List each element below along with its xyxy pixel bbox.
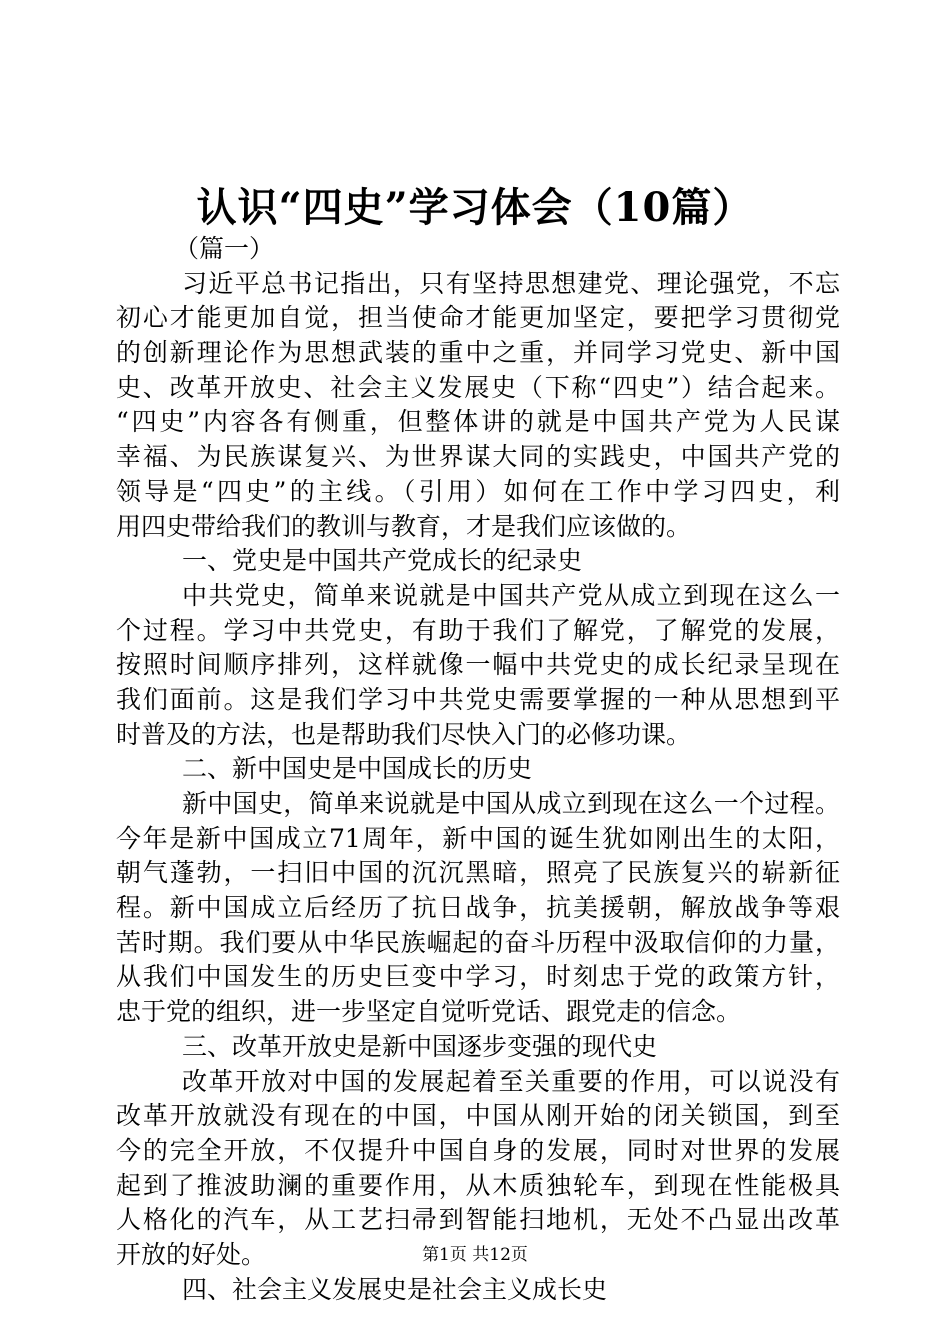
text-line: 习近平总书记指出，只有坚持思想建党、理论强党，不忘 bbox=[182, 268, 840, 298]
text-line: 的创新理论作为思想武装的重中之重，并同学习党史、新中国 bbox=[116, 338, 840, 368]
text-line: 一、党史是中国共产党成长的纪录史 bbox=[182, 546, 583, 576]
text-line: 苦时期。我们要从中华民族崛起的奋斗历程中汲取信仰的力量， bbox=[116, 927, 840, 957]
text-line: 改革开放对中国的发展起着至关重要的作用，可以说没有 bbox=[182, 1066, 840, 1096]
document-title: 认识“四史”学习体会（10篇） bbox=[196, 184, 754, 231]
text-line: 人格化的汽车，从工艺扫帚到智能扫地机，无处不凸显出改革 bbox=[116, 1205, 840, 1235]
text-line: 新中国史，简单来说就是中国从成立到现在这么一个过程。 bbox=[182, 789, 840, 818]
text-line: 改革开放就没有现在的中国，中国从刚开始的闭关锁国，到至 bbox=[116, 1101, 840, 1131]
text-line: （篇一） bbox=[174, 234, 275, 263]
text-line: 三、改革开放史是新中国逐步变强的现代史 bbox=[182, 1031, 658, 1061]
text-line: 忠于党的组织，进一步坚定自觉听党话、跟党走的信念。 bbox=[116, 997, 742, 1027]
text-line: 朝气蓬勃，一扫旧中国的沉沉黑暗，照亮了民族复兴的崭新征 bbox=[116, 858, 840, 888]
text-line: 今的完全开放，不仅提升中国自身的发展，同时对世界的发展 bbox=[116, 1135, 840, 1165]
text-line: 我们面前。这是我们学习中共党史需要掌握的一种从思想到平 bbox=[116, 684, 840, 714]
text-line: 从我们中国发生的历史巨变中学习，时刻忠于党的政策方针， bbox=[116, 962, 840, 992]
text-line: 按照时间顺序排列，这样就像一幅中共党史的成长纪录呈现在 bbox=[116, 650, 840, 680]
page-footer: 第1页 共12页 bbox=[422, 1245, 528, 1265]
text-line: 史、改革开放史、社会主义发展史（下称“四史”）结合起来。 bbox=[116, 372, 840, 402]
text-line: 中共党史，简单来说就是中国共产党从成立到现在这么一 bbox=[182, 580, 840, 610]
text-line: 今年是新中国成立71周年，新中国的诞生犹如刚出生的太阳， bbox=[116, 823, 840, 853]
text-line: 幸福、为民族谋复兴、为世界谋大同的实践史，中国共产党的 bbox=[116, 442, 840, 472]
text-line: 二、新中国史是中国成长的历史 bbox=[182, 754, 533, 784]
text-line: 开放的好处。 bbox=[116, 1239, 267, 1269]
text-line: 初心才能更加自觉，担当使命才能更加坚定，要把学习贯彻党 bbox=[116, 303, 840, 333]
text-line: 个过程。学习中共党史，有助于我们了解党，了解党的发展， bbox=[116, 615, 840, 645]
text-line: 时普及的方法，也是帮助我们尽快入门的必修功课。 bbox=[116, 719, 692, 749]
document-body bbox=[116, 232, 840, 1307]
text-line: 程。新中国成立后经历了抗日战争，抗美援朝，解放战争等艰 bbox=[116, 893, 840, 923]
text-line: “四史”内容各有侧重，但整体讲的就是中国共产党为人民谋 bbox=[116, 407, 840, 437]
text-line: 领导是“四史”的主线。（引用）如何在工作中学习四史，利 bbox=[116, 476, 840, 506]
text-line: 起到了推波助澜的重要作用，从木质独轮车，到现在性能极具 bbox=[116, 1170, 840, 1200]
text-line: 用四史带给我们的教训与教育，才是我们应该做的。 bbox=[116, 511, 692, 541]
text-line: 四、社会主义发展史是社会主义成长史 bbox=[182, 1274, 608, 1304]
